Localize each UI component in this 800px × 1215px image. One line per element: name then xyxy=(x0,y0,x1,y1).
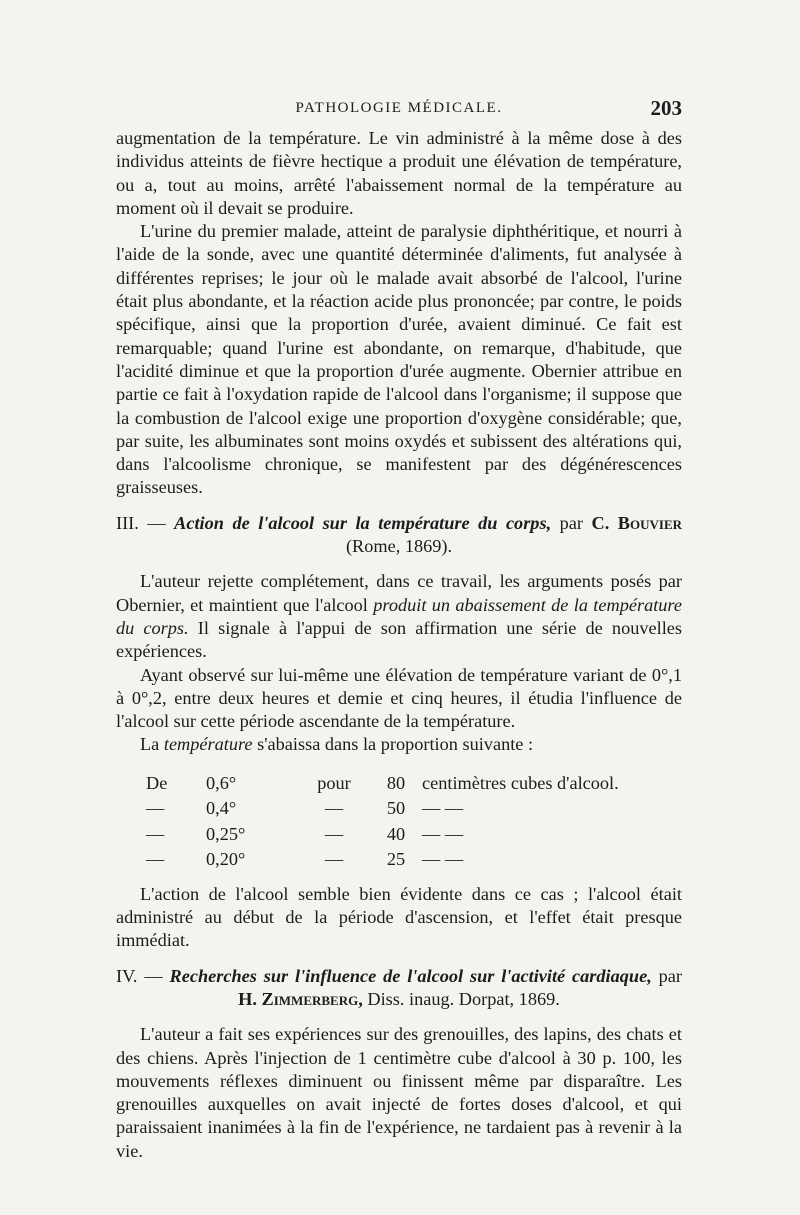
table-row xyxy=(146,796,648,822)
page-header xyxy=(116,96,682,122)
body-text xyxy=(116,127,682,1163)
row-pour: — xyxy=(324,849,344,870)
section-number-iii: III. — xyxy=(116,512,166,533)
row-value: 0,20° xyxy=(206,849,246,870)
table-row xyxy=(146,771,648,797)
p5-text-b: s'abaissa dans la proportion suivante : xyxy=(252,734,534,755)
section-title-iv: Recherches sur l'influence de l'alcool sur l'activité cardiaque, xyxy=(169,965,652,986)
paragraph-temperature-intro xyxy=(116,733,682,756)
table-row xyxy=(146,847,648,873)
section-by-iii: par xyxy=(559,512,583,533)
p3-text-a: L'auteur rejette complétement, dans ce travail, les arguments posés par Obernier, et maintient que l'alcool xyxy=(116,571,682,615)
row-amount: 25 xyxy=(386,849,406,870)
row-prefix: — xyxy=(146,849,165,870)
row-value: 0,25° xyxy=(206,823,246,844)
paragraph-experiments: L'auteur a fait ses expériences sur des grenouilles, des lapins, des chats et des chiens. Après l'injection de 1 centimètre cube d'alcool à 30 p. 100, les mouvements réflexes diminuent ou finissent même par disparaître. Les grenouilles auxquelles on avait injecté de fortes doses d'alcool, et qui paraissaient inanimées à la fin de l'expérience, ne tardaient pas à revenir à la vie. xyxy=(116,1024,682,1161)
row-value: 0,6° xyxy=(206,772,237,793)
row-amount: 40 xyxy=(386,823,406,844)
section-source-iii: (Rome, 1869). xyxy=(345,536,453,557)
row-prefix: — xyxy=(146,823,165,844)
row-unit: — — xyxy=(422,823,464,844)
row-pour: pour xyxy=(317,772,351,793)
row-unit: — — xyxy=(422,849,464,870)
section-heading-iv-line1 xyxy=(116,965,682,988)
section-author-iv: H. Zimmerberg, xyxy=(238,988,363,1009)
row-unit: centimètres cubes d'alcool. xyxy=(422,772,619,793)
section-number-iv: IV. — xyxy=(116,965,163,986)
section-source-iv: Diss. inaug. Dorpat, 1869. xyxy=(367,988,560,1009)
p3-italic: produit un abaissement de la température du corps. xyxy=(116,594,682,638)
row-unit: — — xyxy=(422,798,464,819)
section-by-iv: par xyxy=(658,965,682,986)
running-title: PATHOLOGIE MÉDICALE. xyxy=(295,100,503,116)
section-heading-iv-line2 xyxy=(116,988,682,1011)
p3-text-b: Il signale à l'appui de son affirmation une série de nouvelles expériences. xyxy=(116,617,682,662)
section-heading-iii-line1 xyxy=(116,512,682,535)
temperature-table xyxy=(146,771,648,873)
row-prefix: De xyxy=(146,772,168,793)
table-row xyxy=(146,822,648,848)
section-title-iii: Action de l'alcool sur la température du corps, xyxy=(174,512,552,533)
section-heading-iv xyxy=(116,965,682,1012)
row-amount: 80 xyxy=(386,772,406,793)
p5-italic: température xyxy=(163,734,253,755)
section-author-iii: C. Bouvier xyxy=(591,512,682,533)
paragraph-author-rejects xyxy=(116,570,682,663)
paragraph-urine-analysis: L'urine du premier malade, atteint de paralysie diphthéritique, et nourri à l'aide de la sonde, avec une quantité déterminée d'aliments, fut analysée à différentes reprises; le jour où le malade avait absorbé de l'alcool, l'urine était plus abondante, et la réaction acide plus prononcée; par contre, le poids spécifique, ainsi que la proportion d'urée, avaient diminué. Ce fait est remarquable; quand l'urine est abondante, on remarque, d'habitude, que l'acidité diminue et que la proportion d'urée augmente. Obernier attribue en partie ce fait à l'oxydation rapide de l'alcool dans l'organisme; il suppose que la combustion de l'alcool exige une proportion d'oxygène considérable; que, par suite, les albuminates sont moins oxydés et subissent des altérations qui, dans l'alcoolisme chronique, se manifestent par des dégénérescences graisseuses. xyxy=(116,221,682,498)
row-pour: — xyxy=(324,823,344,844)
section-heading-iii xyxy=(116,512,682,559)
paragraph-action-evident: L'action de l'alcool semble bien évidente dans ce cas ; l'alcool était administré au début de la période d'ascension, et l'effet était presque immédiat. xyxy=(116,883,682,951)
row-pour: — xyxy=(324,798,344,819)
paragraph-observation: Ayant observé sur lui-même une élévation de température variant de 0°,1 à 0°,2, entre deux heures et demie et cinq heures, il étudia l'influence de l'alcool sur cette période ascendante de la température. xyxy=(116,664,682,732)
row-prefix: — xyxy=(146,798,165,819)
p5-text-a: La xyxy=(140,734,164,755)
paragraph-continuation: augmentation de la température. Le vin administré à la même dose à des individus atteints de fièvre hectique a produit une élévation de température, ou a, tout au moins, arrêté l'abaissement normal de la température au moment où il devait se produire. xyxy=(116,128,682,218)
page-number: 203 xyxy=(650,96,682,120)
row-amount: 50 xyxy=(386,798,406,819)
row-value: 0,4° xyxy=(206,798,237,819)
